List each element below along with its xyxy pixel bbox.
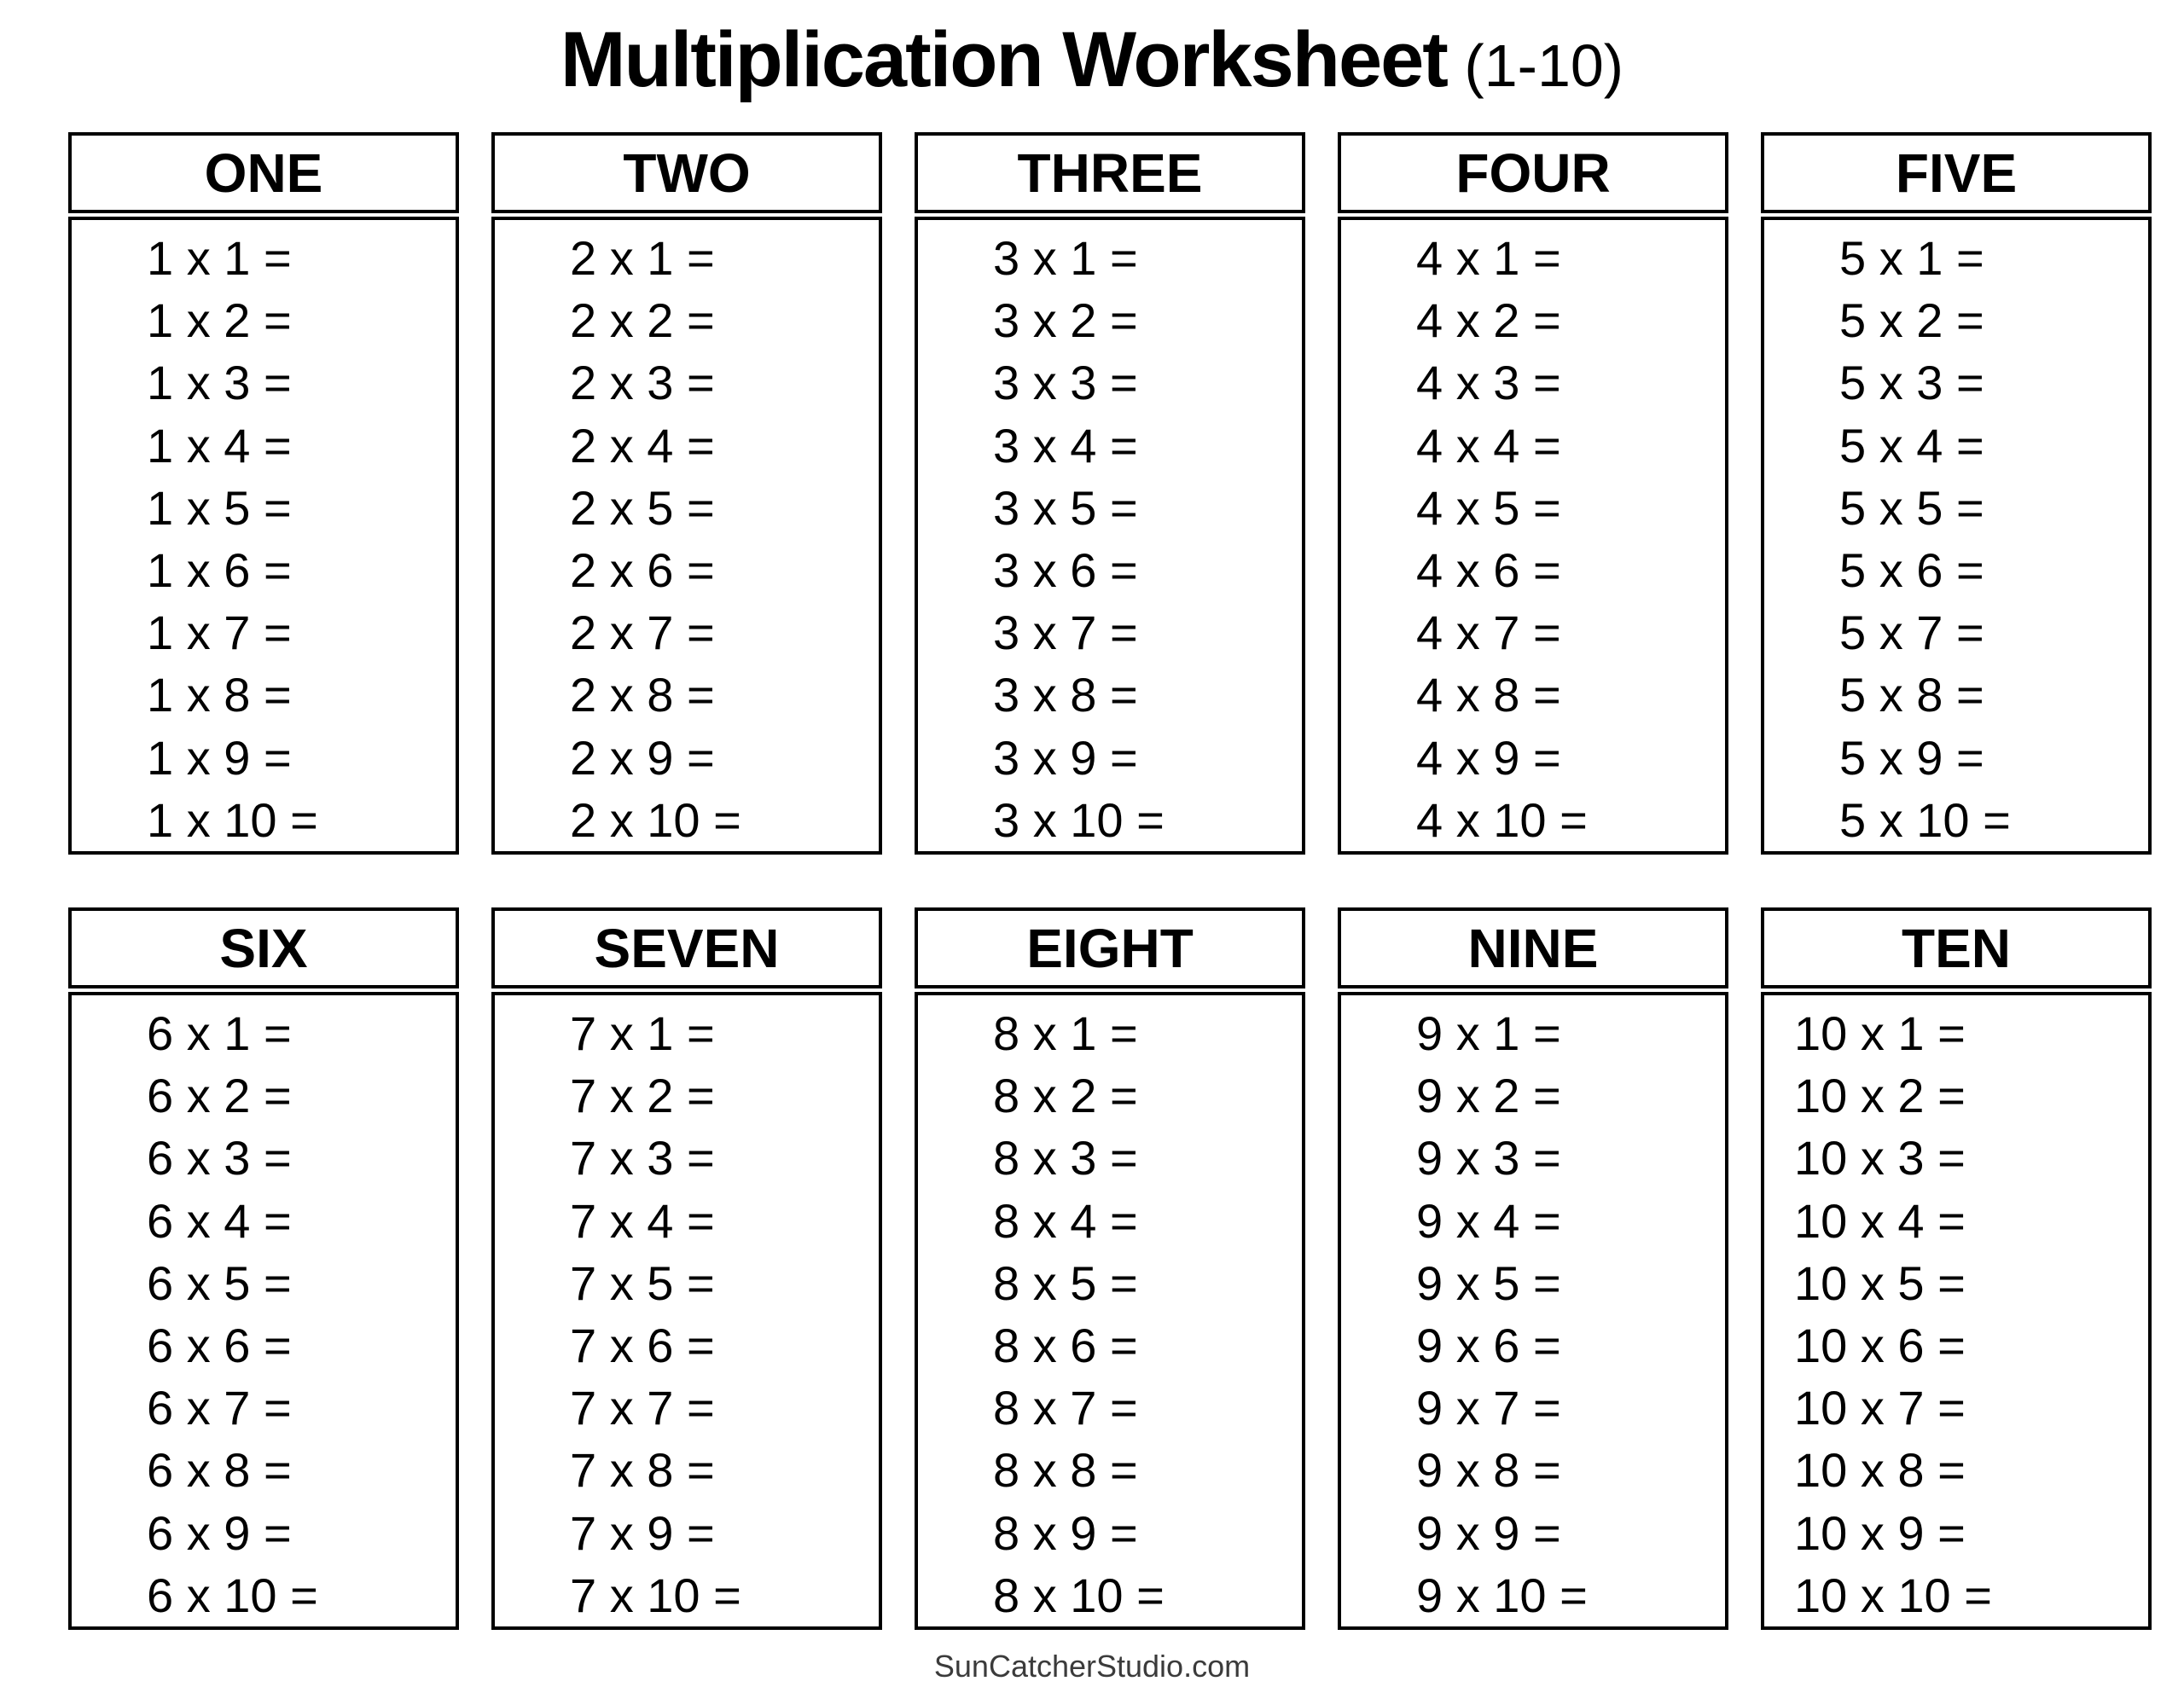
problem: 10 x 6 = xyxy=(1794,1319,1966,1373)
problem: 7 x 4 = xyxy=(570,1193,715,1248)
problem: 9 x 4 = xyxy=(1416,1193,1561,1248)
problem: 5 x 7 = xyxy=(1839,606,1984,660)
problem: 4 x 9 = xyxy=(1416,730,1561,785)
problem: 2 x 7 = xyxy=(570,606,715,660)
times-table-two xyxy=(491,132,882,855)
page-title xyxy=(560,16,1624,103)
problem: 8 x 4 = xyxy=(993,1193,1138,1248)
table-body xyxy=(491,992,882,1630)
problem: 4 x 7 = xyxy=(1416,606,1561,660)
problem: 10 x 9 = xyxy=(1794,1505,1966,1560)
times-table-ten xyxy=(1761,907,2152,1630)
problem: 4 x 6 = xyxy=(1416,543,1561,598)
problem: 2 x 10 = xyxy=(570,792,741,847)
problem: 6 x 6 = xyxy=(147,1319,292,1373)
table-body xyxy=(1338,217,1728,855)
problem: 1 x 3 = xyxy=(147,356,292,410)
table-body xyxy=(68,992,459,1630)
table-body xyxy=(491,217,882,855)
problem: 3 x 5 = xyxy=(993,480,1138,535)
footer-row xyxy=(0,1649,2184,1684)
problem: 8 x 1 = xyxy=(993,1006,1138,1061)
table-body xyxy=(915,992,1305,1630)
problem: 4 x 8 = xyxy=(1416,668,1561,722)
table-header: ONE xyxy=(68,132,459,213)
problem: 1 x 8 = xyxy=(147,668,292,722)
problem: 7 x 3 = xyxy=(570,1131,715,1186)
problem: 3 x 9 = xyxy=(993,730,1138,785)
problem: 3 x 7 = xyxy=(993,606,1138,660)
problem: 6 x 8 = xyxy=(147,1443,292,1498)
problem: 1 x 2 = xyxy=(147,293,292,348)
problem: 9 x 3 = xyxy=(1416,1131,1561,1186)
problem: 7 x 2 = xyxy=(570,1069,715,1123)
problem: 5 x 10 = xyxy=(1839,792,2011,847)
footer-credit: SunCatcherStudio.com xyxy=(933,1649,1251,1684)
problem: 5 x 5 = xyxy=(1839,480,1984,535)
problem: 6 x 3 = xyxy=(147,1131,292,1186)
problem: 10 x 8 = xyxy=(1794,1443,1966,1498)
problem: 10 x 4 = xyxy=(1794,1193,1966,1248)
table-header: FIVE xyxy=(1761,132,2152,213)
times-table-three xyxy=(915,132,1305,855)
problem: 6 x 1 = xyxy=(147,1006,292,1061)
problem: 10 x 3 = xyxy=(1794,1131,1966,1186)
problem: 5 x 3 = xyxy=(1839,356,1984,410)
times-table-one xyxy=(68,132,459,855)
problem: 7 x 6 = xyxy=(570,1319,715,1373)
problem: 2 x 5 = xyxy=(570,480,715,535)
problem: 5 x 4 = xyxy=(1839,418,1984,472)
problem: 1 x 6 = xyxy=(147,543,292,598)
problem: 1 x 5 = xyxy=(147,480,292,535)
problem: 3 x 10 = xyxy=(993,792,1165,847)
problem: 4 x 3 = xyxy=(1416,356,1561,410)
times-table-seven xyxy=(491,907,882,1630)
tables-grid xyxy=(0,132,2184,1630)
problem: 1 x 4 = xyxy=(147,418,292,472)
problem: 7 x 9 = xyxy=(570,1505,715,1560)
problem: 8 x 2 = xyxy=(993,1069,1138,1123)
problem: 8 x 7 = xyxy=(993,1381,1138,1435)
problem: 3 x 1 = xyxy=(993,231,1138,286)
page-title-range: (1-10) xyxy=(1464,32,1624,99)
table-header: THREE xyxy=(915,132,1305,213)
problem: 4 x 4 = xyxy=(1416,418,1561,472)
problem: 2 x 4 = xyxy=(570,418,715,472)
problem: 10 x 7 = xyxy=(1794,1381,1966,1435)
table-header: TEN xyxy=(1761,907,2152,988)
problem: 6 x 10 = xyxy=(147,1568,318,1622)
problem: 4 x 5 = xyxy=(1416,480,1561,535)
problem: 7 x 5 = xyxy=(570,1255,715,1310)
problem: 6 x 5 = xyxy=(147,1255,292,1310)
problem: 2 x 8 = xyxy=(570,668,715,722)
title-row xyxy=(0,0,2184,132)
problem: 2 x 3 = xyxy=(570,356,715,410)
times-table-six xyxy=(68,907,459,1630)
problem: 9 x 2 = xyxy=(1416,1069,1561,1123)
table-header: EIGHT xyxy=(915,907,1305,988)
problem: 9 x 6 = xyxy=(1416,1319,1561,1373)
problem: 8 x 9 = xyxy=(993,1505,1138,1560)
problem: 1 x 10 = xyxy=(147,792,318,847)
problem: 9 x 5 = xyxy=(1416,1255,1561,1310)
problem: 3 x 2 = xyxy=(993,293,1138,348)
problem: 8 x 3 = xyxy=(993,1131,1138,1186)
table-header: NINE xyxy=(1338,907,1728,988)
problem: 3 x 6 = xyxy=(993,543,1138,598)
problem: 9 x 10 = xyxy=(1416,1568,1588,1622)
problem: 2 x 1 = xyxy=(570,231,715,286)
problem: 10 x 1 = xyxy=(1794,1006,1966,1061)
table-header: SIX xyxy=(68,907,459,988)
problem: 8 x 8 = xyxy=(993,1443,1138,1498)
problem: 3 x 3 = xyxy=(993,356,1138,410)
problem: 4 x 1 = xyxy=(1416,231,1561,286)
problem: 9 x 8 = xyxy=(1416,1443,1561,1498)
problem: 6 x 9 = xyxy=(147,1505,292,1560)
times-table-nine xyxy=(1338,907,1728,1630)
problem: 7 x 7 = xyxy=(570,1381,715,1435)
table-body xyxy=(68,217,459,855)
problem: 5 x 9 = xyxy=(1839,730,1984,785)
problem: 1 x 9 = xyxy=(147,730,292,785)
problem: 3 x 4 = xyxy=(993,418,1138,472)
table-body xyxy=(915,217,1305,855)
problem: 5 x 2 = xyxy=(1839,293,1984,348)
problem: 3 x 8 = xyxy=(993,668,1138,722)
problem: 10 x 5 = xyxy=(1794,1255,1966,1310)
problem: 5 x 6 = xyxy=(1839,543,1984,598)
problem: 6 x 2 = xyxy=(147,1069,292,1123)
problem: 8 x 6 = xyxy=(993,1319,1138,1373)
problem: 8 x 5 = xyxy=(993,1255,1138,1310)
problem: 9 x 1 = xyxy=(1416,1006,1561,1061)
table-body xyxy=(1761,217,2152,855)
problem: 4 x 10 = xyxy=(1416,792,1588,847)
table-header: TWO xyxy=(491,132,882,213)
problem: 9 x 9 = xyxy=(1416,1505,1561,1560)
problem: 10 x 10 = xyxy=(1794,1568,1992,1622)
problem: 5 x 8 = xyxy=(1839,668,1984,722)
problem: 7 x 10 = xyxy=(570,1568,741,1622)
problem: 10 x 2 = xyxy=(1794,1069,1966,1123)
problem: 1 x 7 = xyxy=(147,606,292,660)
times-table-four xyxy=(1338,132,1728,855)
problem: 8 x 10 = xyxy=(993,1568,1165,1622)
problem: 6 x 4 = xyxy=(147,1193,292,1248)
times-table-five xyxy=(1761,132,2152,855)
problem: 5 x 1 = xyxy=(1839,231,1984,286)
table-header: FOUR xyxy=(1338,132,1728,213)
problem: 7 x 8 = xyxy=(570,1443,715,1498)
table-header: SEVEN xyxy=(491,907,882,988)
problem: 2 x 9 = xyxy=(570,730,715,785)
problem: 1 x 1 = xyxy=(147,231,292,286)
problem: 9 x 7 = xyxy=(1416,1381,1561,1435)
problem: 2 x 2 = xyxy=(570,293,715,348)
problem: 6 x 7 = xyxy=(147,1381,292,1435)
problem: 4 x 2 = xyxy=(1416,293,1561,348)
table-body xyxy=(1761,992,2152,1630)
page-title-main: Multiplication Worksheet xyxy=(560,16,1447,103)
table-body xyxy=(1338,992,1728,1630)
times-table-eight xyxy=(915,907,1305,1630)
problem: 2 x 6 = xyxy=(570,543,715,598)
problem: 7 x 1 = xyxy=(570,1006,715,1061)
